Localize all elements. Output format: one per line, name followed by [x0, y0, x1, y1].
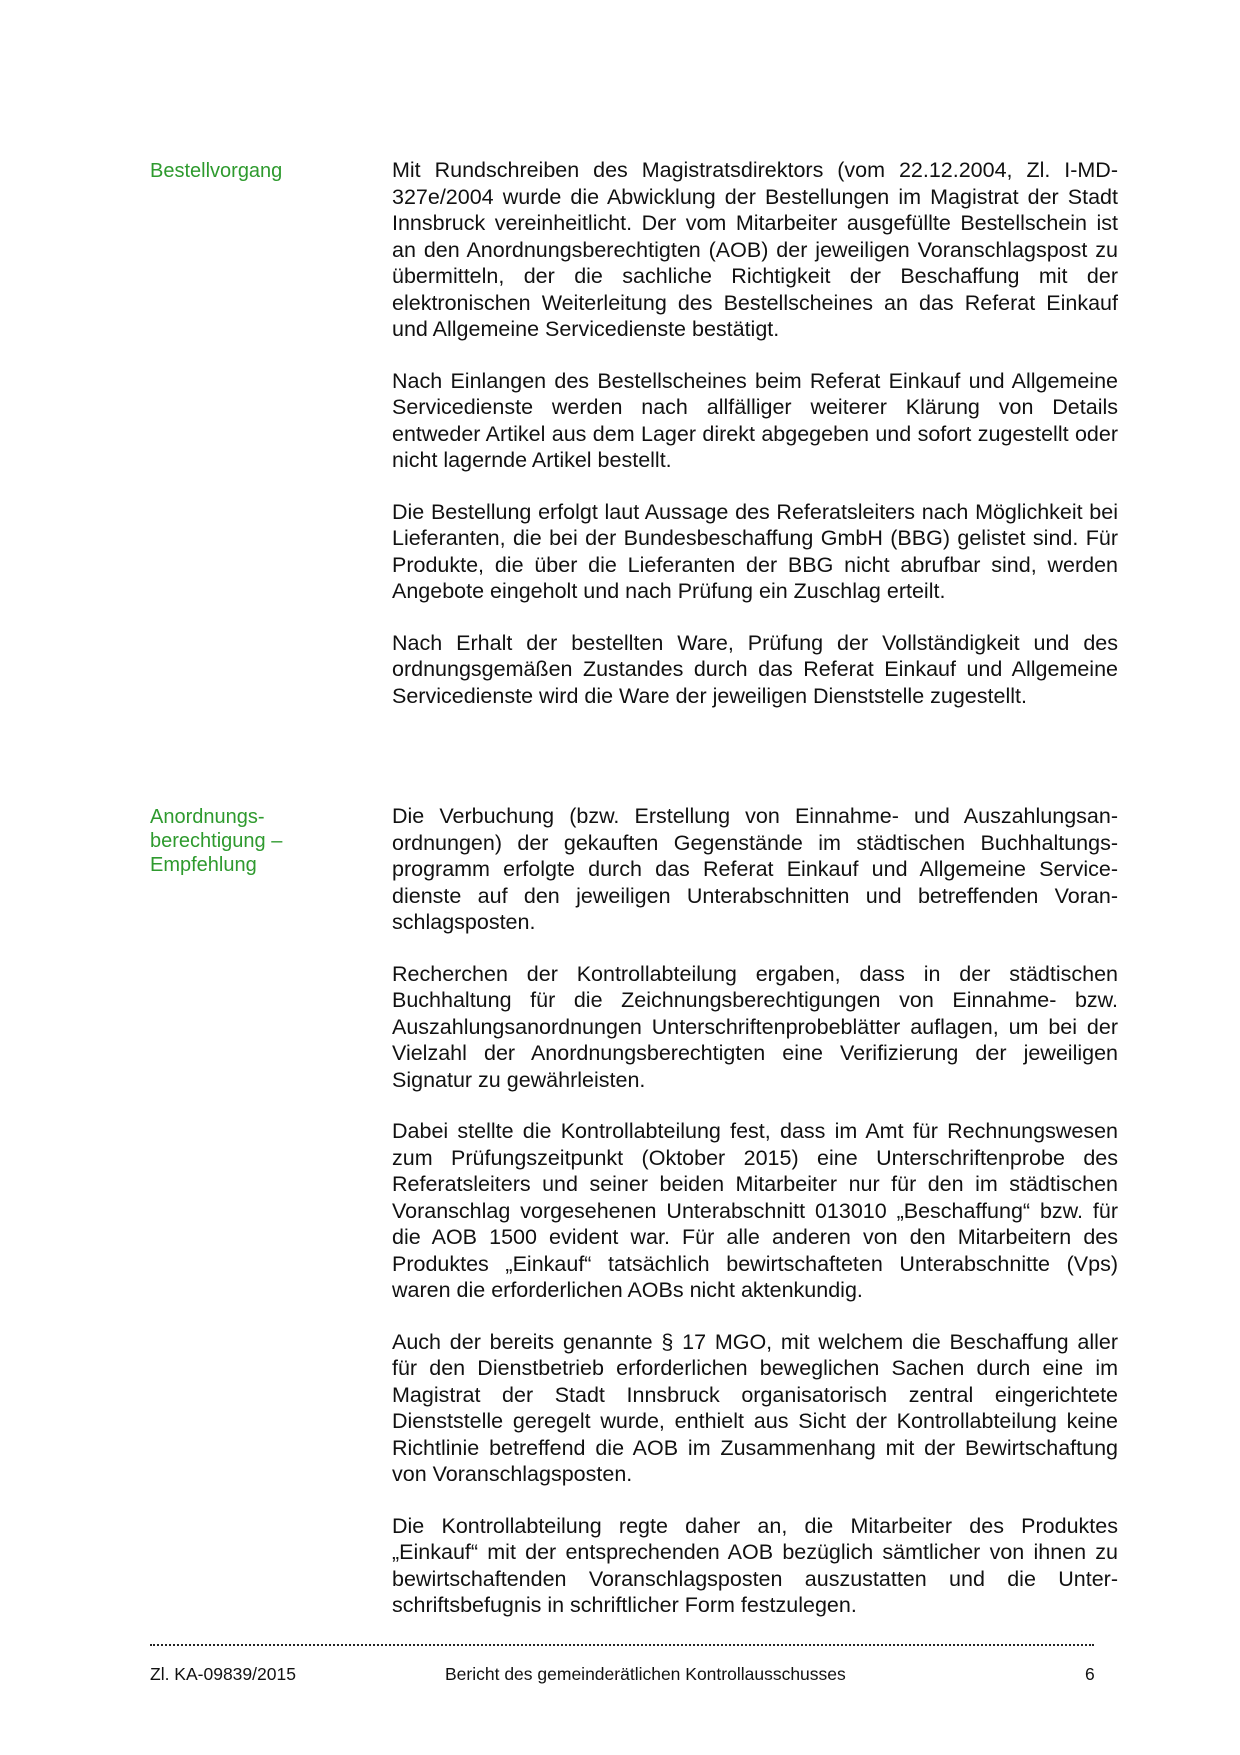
footer-reference: Zl. KA-09839/2015 — [150, 1664, 296, 1684]
side-label-line: Bestellvorgang — [150, 160, 283, 182]
section-body — [392, 157, 1118, 734]
side-label-line: berechtigung – — [150, 830, 283, 852]
paragraph: Recherchen der Kontrollabteilung ergaben, dass in der städtischen Buchhaltung für die Zeichnungsberechtigungen von Einnahme- bzw. Auszahlungsanordnungen Unterschriftenprobeblätter auflagen, um bei der Vielzahl der Anordnungsberechtigten eine Verifizierung der jeweiligen Signatur zu gewährleisten. — [392, 961, 1118, 1092]
section-body — [392, 803, 1118, 1644]
footer-page-number: 6 — [1085, 1664, 1095, 1684]
side-label-bestellvorgang — [150, 159, 330, 183]
side-label-anordnungsberechtigung — [150, 805, 330, 877]
side-label-line: Empfehlung — [150, 854, 257, 876]
paragraph: Auch der bereits genannte § 17 MGO, mit welchem die Beschaffung aller für den Dienstbetrieb erforderlichen beweglichen Sachen durch eine im Magistrat der Stadt Innsbruck organisatorisch zentral eingerichtete Dienststelle geregelt wurde, enthielt aus Sicht der Kontrollabteilung keine Richtlinie betreffend die AOB im Zusammenhang mit der Bewirtschaftung von Voranschlagsposten. — [392, 1329, 1118, 1486]
paragraph: Die Kontrollabteilung regte daher an, die Mitarbeiter des Produktes „Einkauf“ mit der entsprechenden AOB bezüglich sämtlicher von ihnen zu bewirtschaftenden Voranschlagsposten auszustatten und die Unterschriftsbefugnis in schriftlicher Form festzulegen. — [392, 1513, 1118, 1617]
footer-title: Bericht des gemeinderätlichen Kontrollausschusses — [445, 1664, 846, 1684]
side-label-line: Anordnungs- — [150, 806, 265, 828]
paragraph: Dabei stellte die Kontrollabteilung fest, dass im Amt für Rechnungswesen zum Prüfungszeitpunkt (Oktober 2015) eine Unterschriftenprobe des Referatsleiters und seiner beiden Mitarbeiter nur für den im städtischen Voranschlag vorgesehenen Unterabschnitt 013010 „Beschaffung“ bzw. für die AOB 1500 evident war. Für alle anderen von den Mitarbeitern des Produktes „Einkauf“ tatsächlich bewirtschafteten Unterabschnitte (Vps) waren die erforderlichen AOBs nicht aktenkundig. — [392, 1119, 1118, 1302]
paragraph: Nach Erhalt der bestellten Ware, Prüfung der Vollständigkeit und des ordnungsgemäßen Zustandes durch das Referat Einkauf und Allgemeine Servicedienste wird die Ware der jeweiligen Dienststelle zugestellt. — [392, 630, 1118, 708]
footer-dotted-rule — [150, 1644, 1094, 1646]
paragraph: Mit Rundschreiben des Magistratsdirektors (vom 22.12.2004, Zl. I-MD-327e/2004 wurde die Abwicklung der Bestellungen im Magistrat der Stadt Innsbruck vereinheitlicht. Der vom Mitarbeiter ausgefüllte Bestellschein ist an den Anordnungsberechtigten (AOB) der jeweiligen Voranschlagspost zu übermitteln, der die sachliche Richtigkeit der Beschaffung mit der elektronischen Weiterleitung des Bestellscheines an das Referat Einkauf und Allgemeine Servicedienste bestätigt. — [392, 158, 1118, 341]
paragraph: Die Verbuchung (bzw. Erstellung von Einnahme- und Auszahlungsanordnungen) der gekauften Gegenstände im städtischen Buchhaltungsprogramm erfolgte durch das Referat Einkauf und Allgemeine Servicedienste auf den jeweiligen Unterabschnitten und betreffenden Voranschlagsposten. — [392, 804, 1118, 934]
paragraph: Nach Einlangen des Bestellscheines beim Referat Einkauf und Allgemeine Servicedienste werden nach allfälliger weiterer Klärung von Details entweder Artikel aus dem Lager direkt abgegeben und sofort zugestellt oder nicht lagernde Artikel bestellt. — [392, 368, 1118, 472]
paragraph: Die Bestellung erfolgt laut Aussage des Referatsleiters nach Möglichkeit bei Lieferanten, die bei der Bundesbeschaffung GmbH (BBG) gelistet sind. Für Produkte, die über die Lieferanten der BBG nicht abrufbar sind, werden Angebote eingeholt und nach Prüfung ein Zuschlag erteilt. — [392, 499, 1118, 603]
